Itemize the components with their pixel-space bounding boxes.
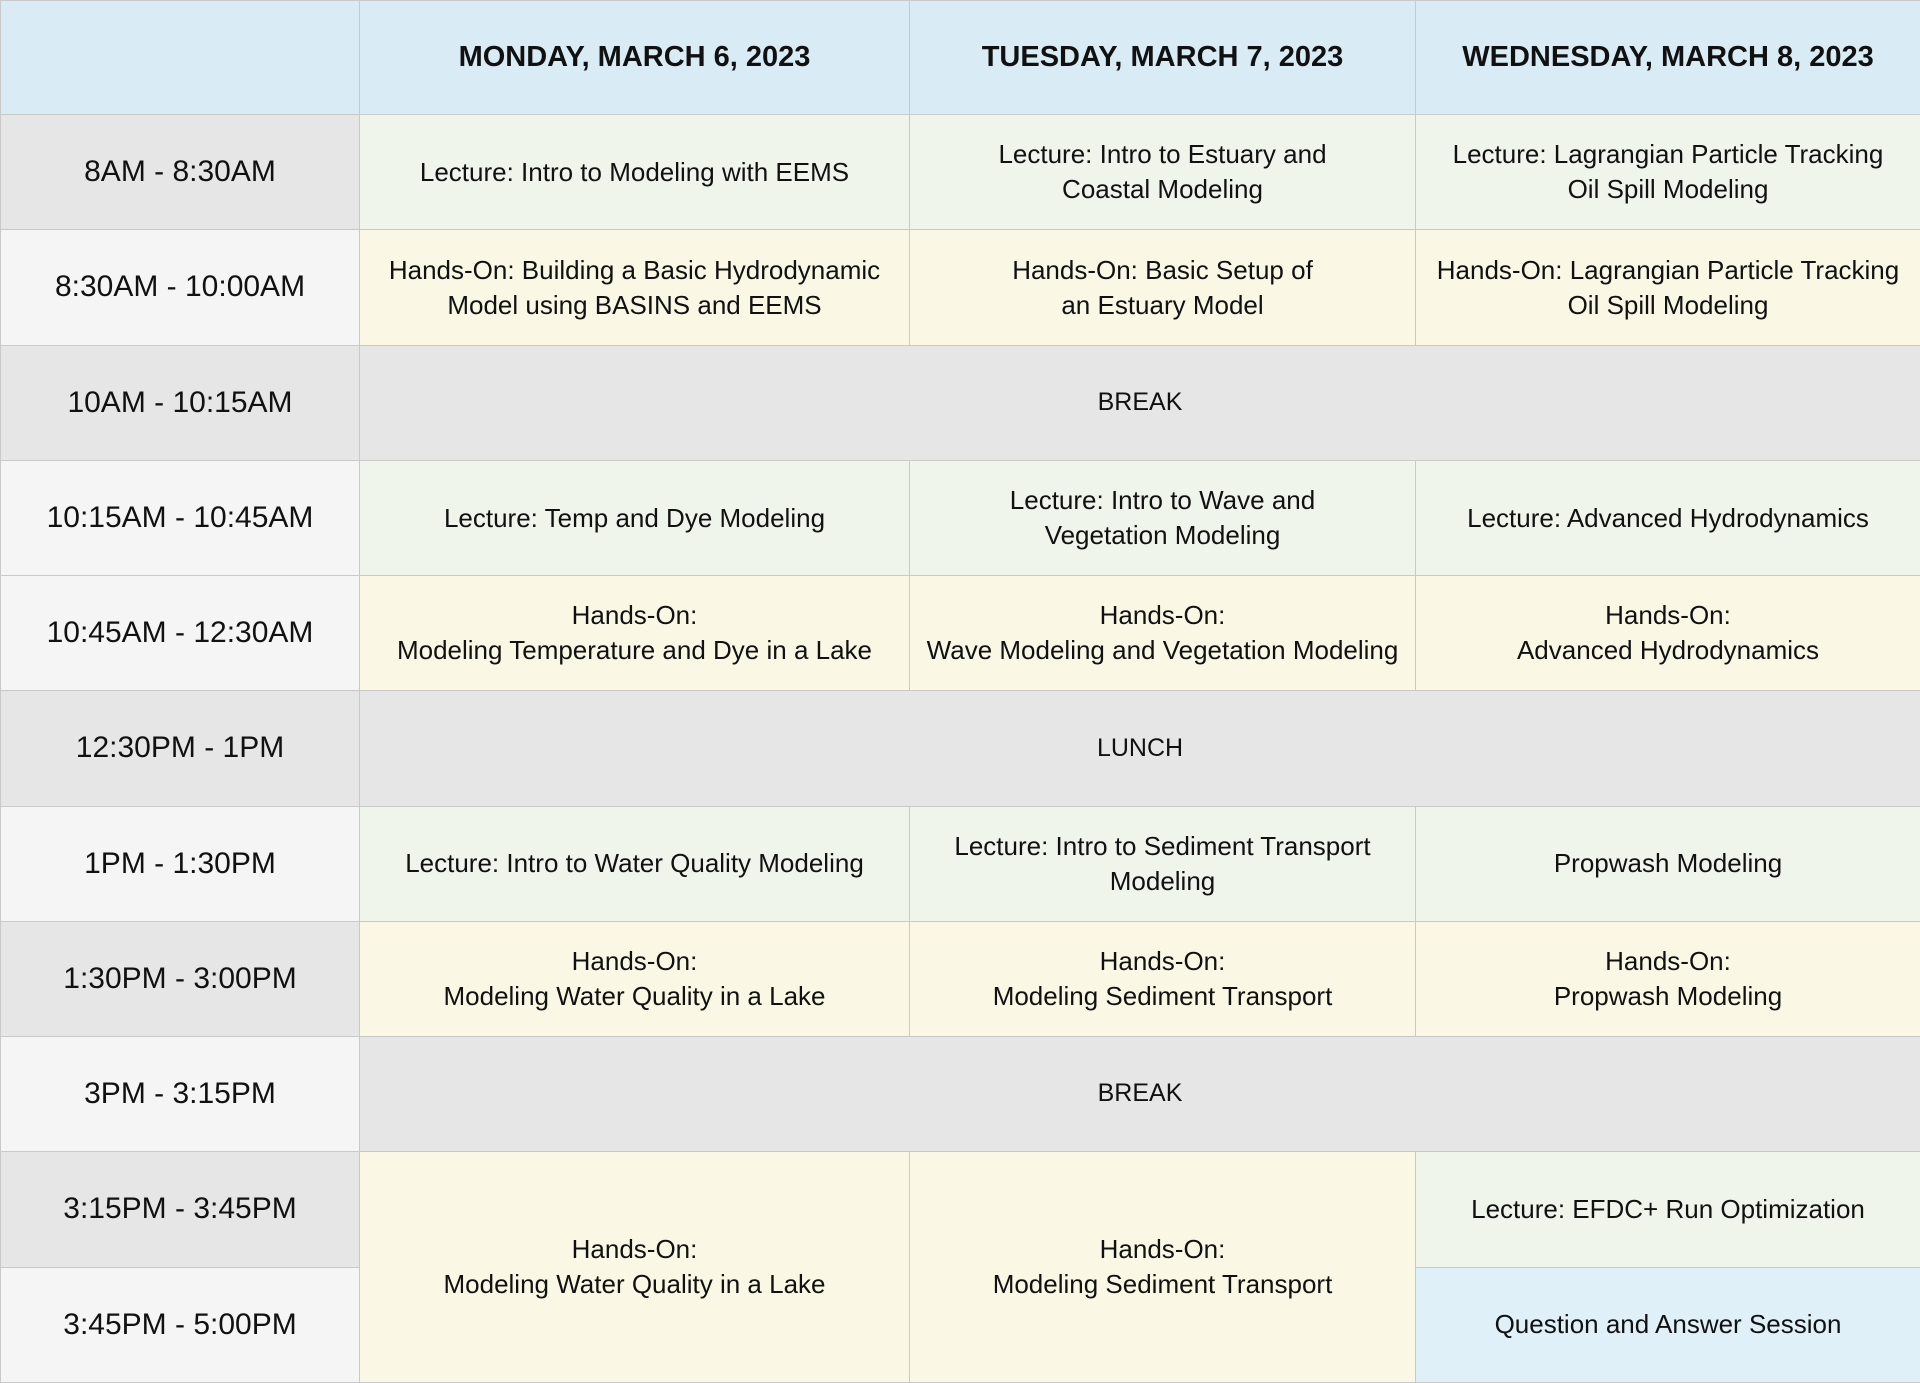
table-row (1, 691, 1920, 806)
time-slot: 3PM - 3:15PM (1, 1037, 360, 1152)
time-slot: 3:45PM - 5:00PM (1, 1267, 360, 1382)
lunch-cell: LUNCH (360, 691, 1920, 806)
break-cell: BREAK (360, 1037, 1920, 1152)
session-cell: Hands-On: Modeling Water Quality in a Lake (360, 921, 910, 1036)
session-cell: Hands-On: Modeling Water Quality in a Lake (360, 1152, 910, 1383)
header-corner-cell (1, 1, 360, 115)
time-slot: 12:30PM - 1PM (1, 691, 360, 806)
session-cell: Hands-On: Propwash Modeling (1416, 921, 1920, 1036)
session-cell: Lecture: Advanced Hydrodynamics (1416, 460, 1920, 575)
table-row (1, 460, 1920, 575)
table-row (1, 115, 1920, 230)
time-slot: 8:30AM - 10:00AM (1, 230, 360, 345)
session-cell: Lecture: Intro to Sediment Transport Modeling (910, 806, 1416, 921)
time-slot: 8AM - 8:30AM (1, 115, 360, 230)
table-row (1, 230, 1920, 345)
session-cell: Lecture: Intro to Modeling with EEMS (360, 115, 910, 230)
session-cell: Lecture: Temp and Dye Modeling (360, 460, 910, 575)
session-cell: Hands-On: Basic Setup of an Estuary Model (910, 230, 1416, 345)
session-cell: Lecture: EFDC+ Run Optimization (1416, 1152, 1920, 1267)
session-cell: Hands-On: Modeling Sediment Transport (910, 921, 1416, 1036)
table-row (1, 1152, 1920, 1267)
session-cell: Hands-On: Building a Basic Hydrodynamic Model using BASINS and EEMS (360, 230, 910, 345)
day-header-wednesday: WEDNESDAY, MARCH 8, 2023 (1416, 1, 1920, 115)
time-slot: 1:30PM - 3:00PM (1, 921, 360, 1036)
header-row (1, 1, 1920, 115)
session-cell: Hands-On: Wave Modeling and Vegetation Modeling (910, 576, 1416, 691)
time-slot: 10AM - 10:15AM (1, 345, 360, 460)
session-cell: Propwash Modeling (1416, 806, 1920, 921)
time-slot: 10:45AM - 12:30AM (1, 576, 360, 691)
session-cell: Lecture: Lagrangian Particle Tracking Oil Spill Modeling (1416, 115, 1920, 230)
session-cell: Lecture: Intro to Wave and Vegetation Modeling (910, 460, 1416, 575)
session-cell: Hands-On: Lagrangian Particle Tracking Oil Spill Modeling (1416, 230, 1920, 345)
table-row (1, 576, 1920, 691)
table-row (1, 806, 1920, 921)
time-slot: 3:15PM - 3:45PM (1, 1152, 360, 1267)
table-row (1, 921, 1920, 1036)
break-cell: BREAK (360, 345, 1920, 460)
table-row (1, 345, 1920, 460)
session-cell: Hands-On: Modeling Temperature and Dye in a Lake (360, 576, 910, 691)
day-header-monday: MONDAY, MARCH 6, 2023 (360, 1, 910, 115)
session-cell: Lecture: Intro to Estuary and Coastal Modeling (910, 115, 1416, 230)
table-row (1, 1037, 1920, 1152)
time-slot: 1PM - 1:30PM (1, 806, 360, 921)
session-cell: Question and Answer Session (1416, 1267, 1920, 1382)
session-cell: Hands-On: Modeling Sediment Transport (910, 1152, 1416, 1383)
session-cell: Lecture: Intro to Water Quality Modeling (360, 806, 910, 921)
session-cell: Hands-On: Advanced Hydrodynamics (1416, 576, 1920, 691)
day-header-tuesday: TUESDAY, MARCH 7, 2023 (910, 1, 1416, 115)
time-slot: 10:15AM - 10:45AM (1, 460, 360, 575)
